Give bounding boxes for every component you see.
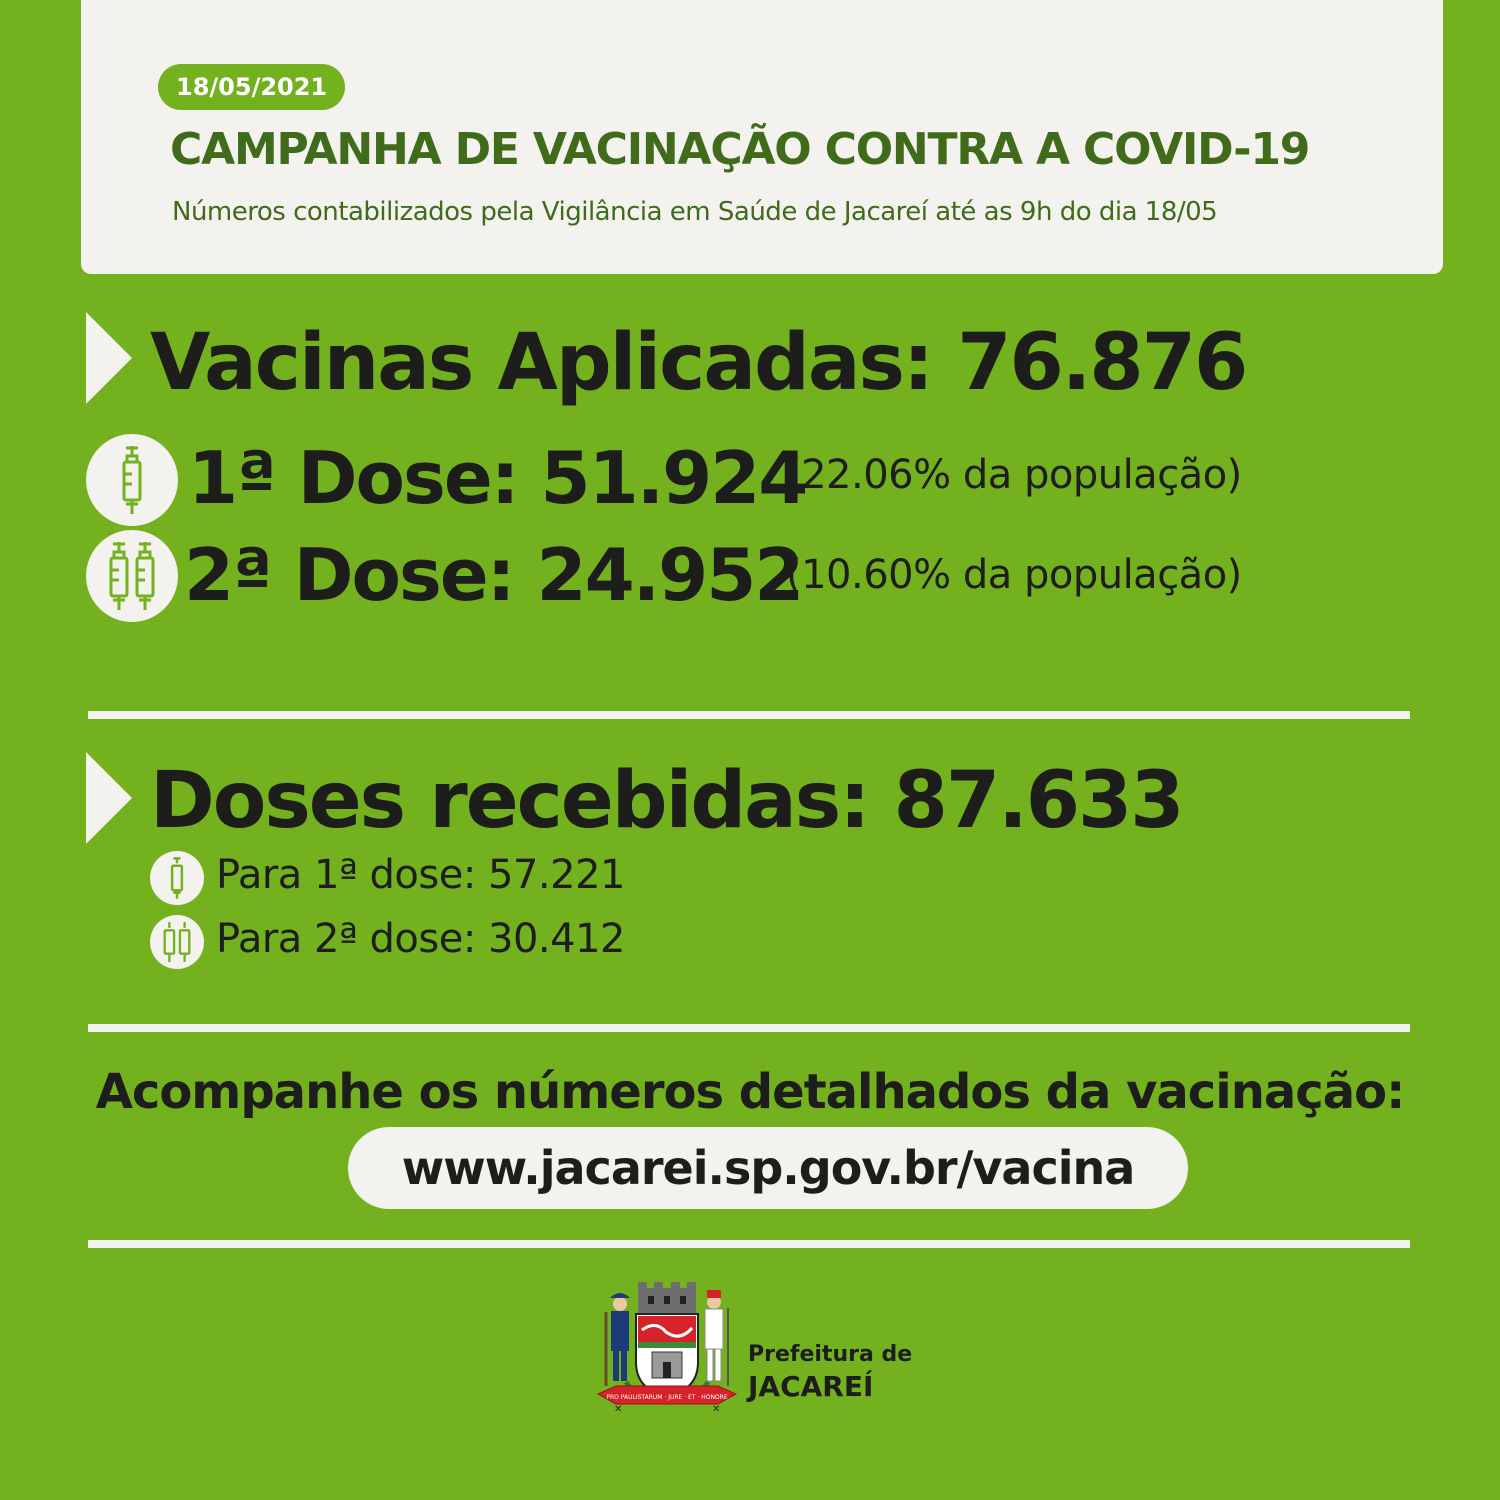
logo-line2: JACAREÍ	[748, 1370, 874, 1403]
divider	[88, 711, 1410, 719]
vaccines-applied-title: Vacinas Aplicadas: 76.876	[150, 318, 1247, 408]
cta-text: Acompanhe os números detalhados da vacinação:	[95, 1064, 1405, 1120]
campaign-subtitle: Números contabilizados pela Vigilância em Saúde de Jacareí até as 9h do dia 18/05	[172, 197, 1218, 227]
svg-text:PRO PAULISTARUM · JURE · ET ·: PRO PAULISTARUM · JURE · ET · HONORE	[606, 1394, 728, 1401]
second-dose-percent: (10.60% da população)	[786, 552, 1242, 598]
double-syringe-icon	[150, 915, 204, 969]
divider	[88, 1024, 1410, 1032]
single-syringe-icon	[150, 851, 204, 905]
arrow-right-icon	[86, 752, 132, 844]
date-badge: 18/05/2021	[158, 64, 345, 110]
second-dose-label: 2ª Dose: 24.952	[184, 533, 803, 617]
double-syringe-icon	[86, 530, 178, 622]
received-first-dose: Para 1ª dose: 57.221	[216, 852, 625, 898]
received-second-dose: Para 2ª dose: 30.412	[216, 916, 625, 962]
vaccine-url-text: www.jacarei.sp.gov.br/vacina	[401, 1141, 1135, 1195]
svg-text:✕: ✕	[712, 1404, 721, 1414]
logo-line1: Prefeitura de	[748, 1342, 913, 1367]
svg-text:✕: ✕	[614, 1404, 623, 1414]
coat-of-arms-logo	[596, 1282, 738, 1414]
vaccine-url-link[interactable]	[348, 1127, 1188, 1209]
arrow-right-icon	[86, 312, 132, 404]
campaign-title: CAMPANHA DE VACINAÇÃO CONTRA A COVID-19	[170, 124, 1310, 175]
divider	[88, 1240, 1410, 1248]
single-syringe-icon	[86, 434, 178, 526]
first-dose-label: 1ª Dose: 51.924	[188, 436, 807, 520]
doses-received-title: Doses recebidas: 87.633	[150, 756, 1183, 846]
first-dose-percent: (22.06% da população)	[786, 452, 1242, 498]
